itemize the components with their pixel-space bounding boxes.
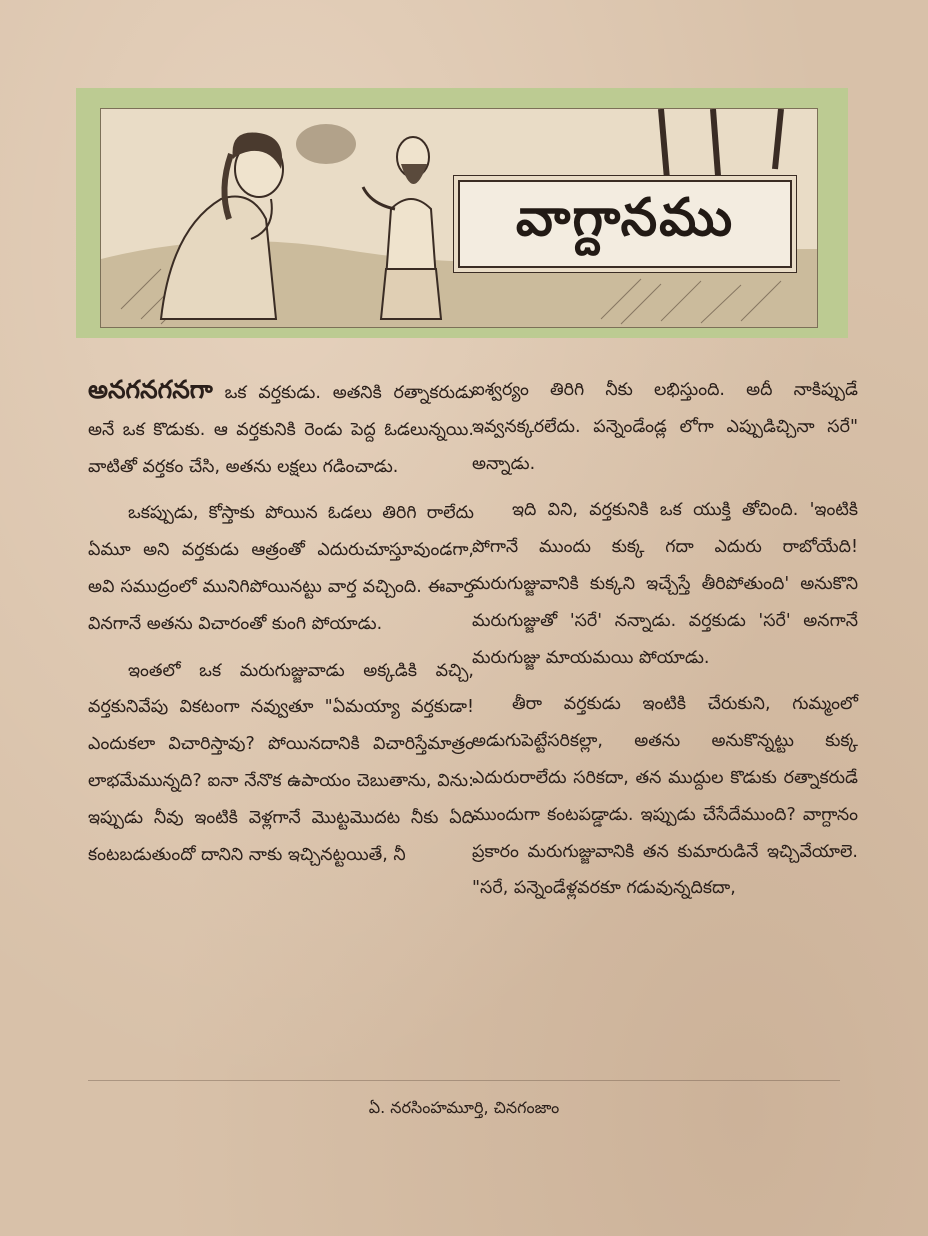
right-column	[472, 372, 858, 917]
paragraph: ఐశ్వర్యం తిరిగి నీకు లభిస్తుంది. అదీ నాకిప్పుడే ఇవ్వనక్కరలేదు. పన్నెండేండ్ల లోగా ఎప్పుడిచ్చినా సరే" అన్నాడు.	[472, 380, 858, 474]
paragraph: ఇంతలో ఒక మరుగుజ్జువాడు అక్కడికి వచ్చి, వర్తకునివేపు వికటంగా నవ్వుతూ "ఏమయ్యా వర్తకుడా! ఎందుకలా విచారిస్తావు? పోయినదానికి విచారిస్తేమాత్రం లాభమేమున్నది? ఐనా నేనొక ఉపాయం చెబుతాను, విను: ఇప్పుడు నీవు ఇంటికి వెళ్లగానే మొట్టమొదట నీకు ఏది కంటబడుతుందో దానిని నాకు ఇచ్చినట్టయితే, నీ	[88, 660, 474, 865]
paragraph: ఇది విని, వర్తకునికి ఒక యుక్తి తోచింది. 'ఇంటికి పోగానే ముందు కుక్క గదా ఎదురు రాబోయేది! మరుగుజ్జువానికి కుక్కని ఇచ్చేస్తే తీరిపోతుంది' అనుకొని మరుగుజ్జుతో 'సరే' నన్నాడు. వర్తకుడు 'సరే' అనగానే మరుగుజ్జు మాయమయి పోయాడు.	[472, 500, 858, 668]
footer-divider	[88, 1080, 840, 1081]
paragraph: ఒకప్పుడు, కోస్తాకు పోయిన ఓడలు తిరిగి రాలేదు ఏమూ అని వర్తకుడు ఆత్రంతో ఎదురుచూస్తూవుండగా, అవి సముద్రంలో మునిగిపోయినట్టు వార్త వచ్చింది. ఈవార్త వినగానే అతను విచారంతో కుంగి పోయాడు.	[88, 503, 474, 634]
author-credit: ఏ. నరసింహమూర్తి, చినగంజాం	[368, 1098, 560, 1117]
paragraph: తీరా వర్తకుడు ఇంటికి చేరుకుని, గుమ్మంలో అడుగుపెట్టేసరికల్లా, అతను అనుకొన్నట్టు కుక్క ఎదురురాలేదు సరికదా, తన ముద్దుల కొడుకు రత్నాకరుడే ముందుగా కంటపడ్డాడు. ఇప్పుడు చేసేదేముంది? వాగ్దానం ప్రకారం మరుగుజ్జువానికి తన కుమారుడినే ఇచ్చివేయాలె. "సరే, పన్నెండేళ్లవరకూ గడువున్నదికదా,	[472, 694, 858, 899]
page-title: వాగ్దానము	[515, 187, 735, 248]
paragraph-text: ఒక వర్తకుడు. అతనికి రత్నాకరుడు అనే ఒక కొడుకు. ఆ వర్తకునికి రెండు పెద్ద ఓడలున్నయి. వాటితో వర్తకం చేసి, అతను లక్షలు గడించాడు.	[88, 383, 474, 477]
title-plaque	[458, 180, 792, 268]
left-column	[88, 372, 474, 883]
paragraph	[88, 372, 474, 485]
opening-word: అనగనగనగా	[88, 375, 213, 404]
